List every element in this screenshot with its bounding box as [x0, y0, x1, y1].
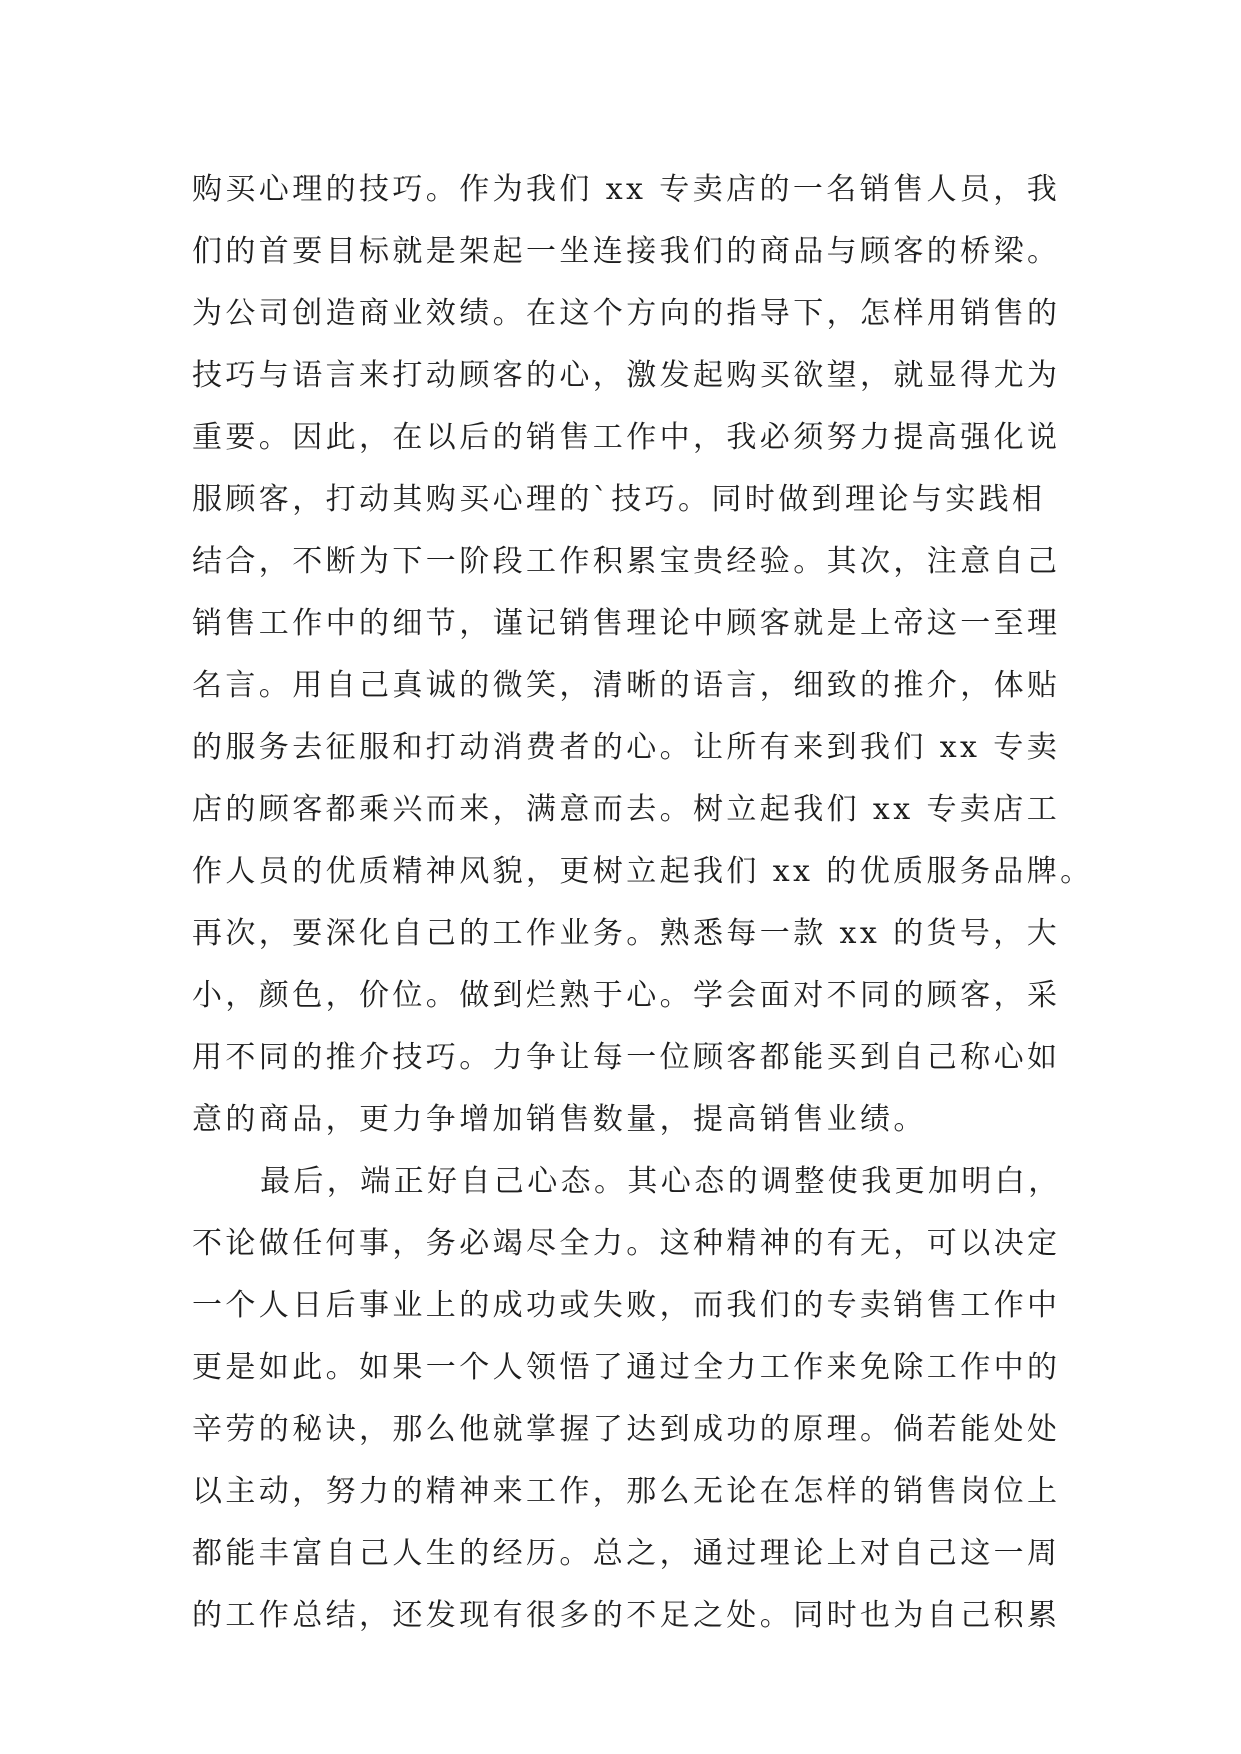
paragraph: [192, 159, 1094, 1151]
text-line: 一个人日后事业上的成功或失败，而我们的专卖销售工作中: [192, 1288, 1061, 1323]
text-line: 名言。用自己真诚的微笑，清晰的语言，细致的推介，体贴: [192, 668, 1061, 703]
text-line: 不论做任何事，务必竭尽全力。这种精神的有无，可以决定: [192, 1226, 1061, 1261]
text-line: 作人员的优质精神风貌，更树立起我们 xx 的优质服务品牌。: [192, 854, 1094, 889]
text-line: 的工作总结，还发现有很多的不足之处。同时也为自己积累: [192, 1598, 1061, 1633]
text-line: 以主动，努力的精神来工作，那么无论在怎样的销售岗位上: [192, 1474, 1061, 1509]
text-line: 为公司创造商业效绩。在这个方向的指导下，怎样用销售的: [192, 296, 1061, 331]
text-line: 再次，要深化自己的工作业务。熟悉每一款 xx 的货号，大: [192, 916, 1061, 951]
text-line: 小，颜色，价位。做到烂熟于心。学会面对不同的顾客，采: [192, 978, 1061, 1013]
body-text: [192, 159, 1094, 1647]
text-line: 最后，端正好自己心态。其心态的调整使我更加明白，: [260, 1164, 1062, 1199]
text-line: 重要。因此，在以后的销售工作中，我必须努力提高强化说: [192, 420, 1061, 455]
text-line: 更是如此。如果一个人领悟了通过全力工作来免除工作中的: [192, 1350, 1061, 1385]
paragraph: [192, 1151, 1072, 1647]
text-line: 都能丰富自己人生的经历。总之，通过理论上对自己这一周: [192, 1536, 1061, 1571]
text-line: 技巧与语言来打动顾客的心，激发起购买欲望，就显得尤为: [192, 358, 1061, 393]
text-line: 销售工作中的细节，谨记销售理论中顾客就是上帝这一至理: [192, 606, 1061, 641]
text-line: 服顾客，打动其购买心理的`技巧。同时做到理论与实践相: [192, 482, 1046, 517]
text-line: 意的商品，更力争增加销售数量，提高销售业绩。: [192, 1102, 927, 1137]
text-line: 购买心理的技巧。作为我们 xx 专卖店的一名销售人员，我: [192, 172, 1061, 207]
text-line: 结合，不断为下一阶段工作积累宝贵经验。其次，注意自己: [192, 544, 1061, 579]
text-line: 辛劳的秘诀，那么他就掌握了达到成功的原理。倘若能处处: [192, 1412, 1061, 1447]
text-line: 用不同的推介技巧。力争让每一位顾客都能买到自己称心如: [192, 1040, 1061, 1075]
text-line: 的服务去征服和打动消费者的心。让所有来到我们 xx 专卖: [192, 730, 1061, 765]
text-line: 们的首要目标就是架起一坐连接我们的商品与顾客的桥梁。: [192, 234, 1061, 269]
text-line: 店的顾客都乘兴而来，满意而去。树立起我们 xx 专卖店工: [192, 792, 1061, 827]
